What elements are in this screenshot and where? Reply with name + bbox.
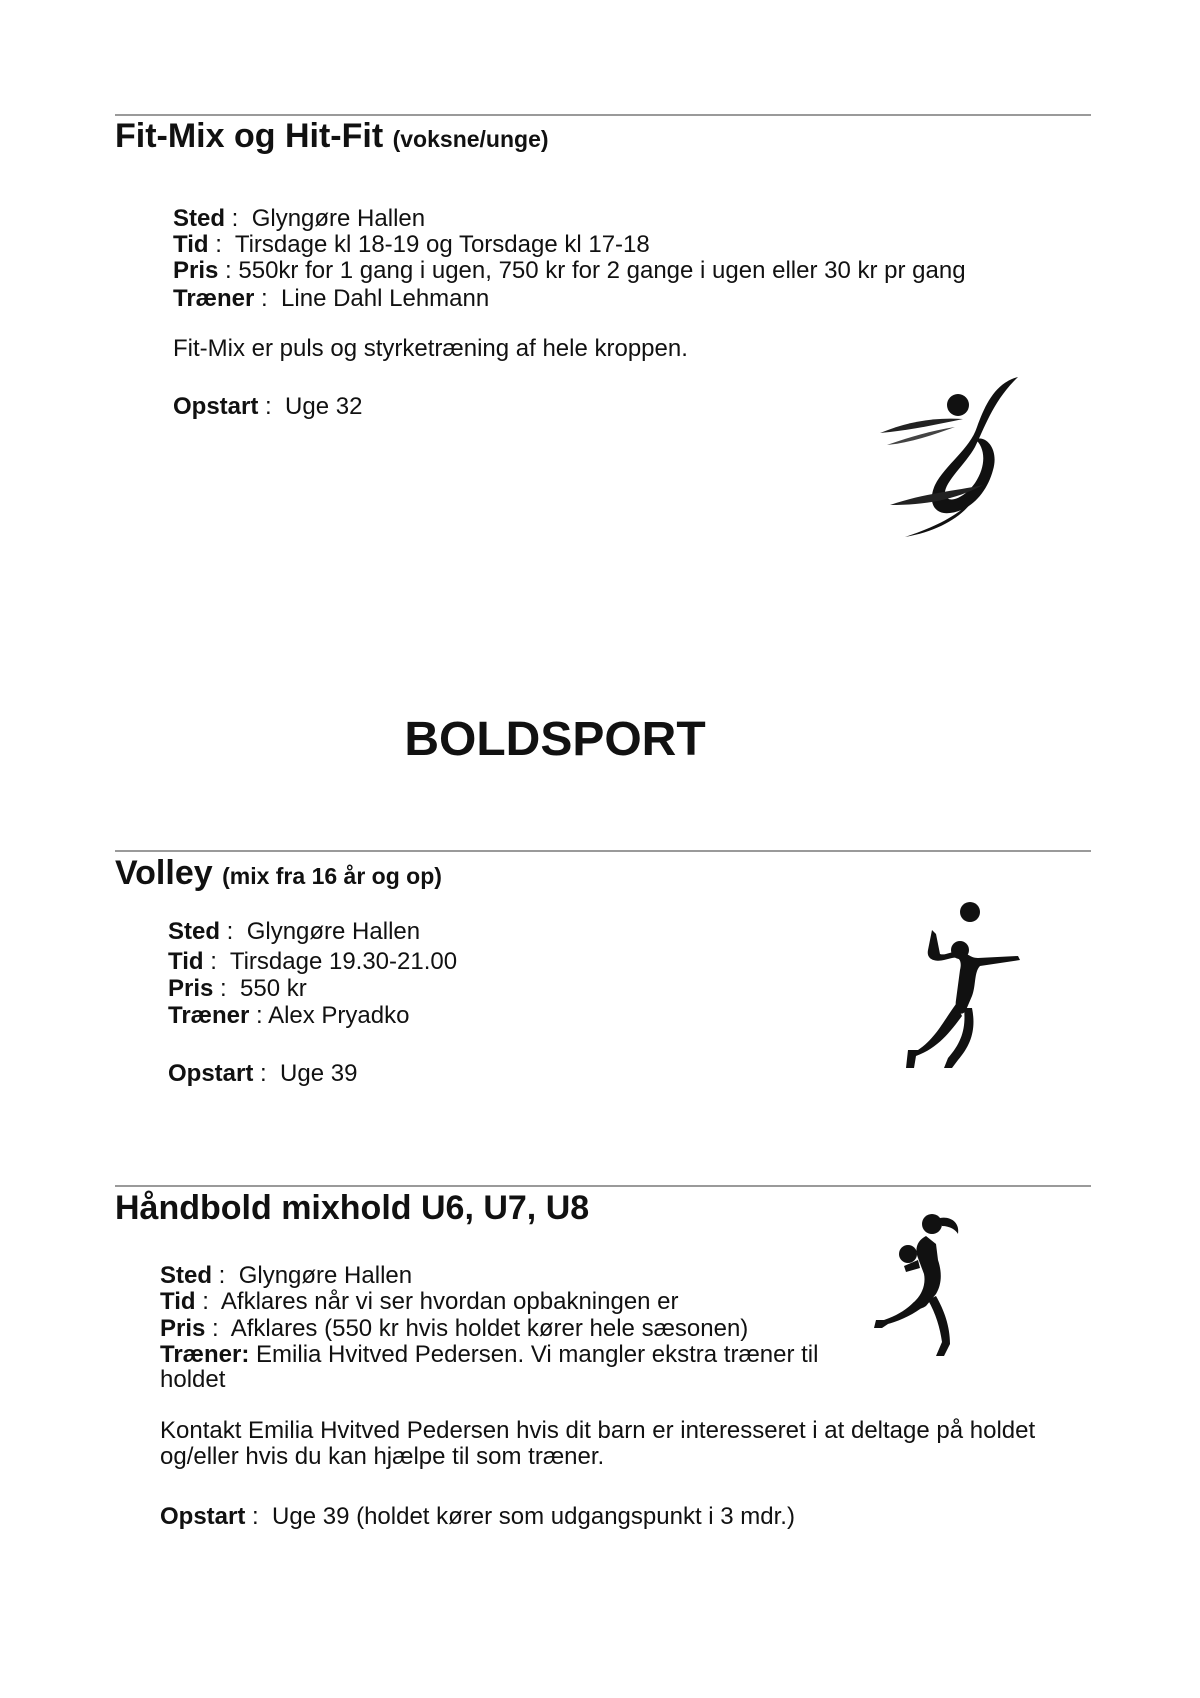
fitmix-opstart-label: Opstart xyxy=(173,393,259,420)
volleyball-player-icon xyxy=(900,900,1040,1075)
haandbold-traener-row xyxy=(160,1341,818,1369)
divider-volley xyxy=(115,850,1091,852)
volley-traener-label: Træner xyxy=(168,1002,250,1029)
boldsport-title: BOLDSPORT xyxy=(404,713,706,766)
fitmix-traener-value: Line Dahl Lehmann xyxy=(281,285,490,312)
volley-pris-label: Pris xyxy=(168,975,214,1002)
volley-opstart-row: Opstart : Uge 39 xyxy=(168,1060,358,1087)
fitmix-pris-value: 550kr for 1 gang i ugen, 750 kr for 2 gange i ugen eller 30 kr pr gang xyxy=(238,257,966,284)
fitmix-title: Fit-Mix og Hit-Fit xyxy=(115,117,384,155)
fitmix-subtitle: (voksne/unge) xyxy=(392,126,549,152)
haandbold-pris-label: Pris xyxy=(160,1315,206,1342)
haandbold-traener-value: Emilia Hvitved Pedersen. Vi mangler ekstra træner til xyxy=(256,1341,819,1368)
haandbold-sted-row: Sted : Glyngøre Hallen xyxy=(160,1262,413,1289)
haandbold-pris-value: Afklares (550 kr hvis holdet kører hele sæsonen) xyxy=(230,1315,749,1342)
volley-tid-label: Tid xyxy=(168,948,204,975)
fitmix-pris-row: Pris : 550kr for 1 gang i ugen, 750 kr for 2 gange i ugen eller 30 kr pr gang xyxy=(173,257,966,284)
haandbold-contact-line2: og/eller hvis du kan hjælpe til som træner. xyxy=(160,1443,605,1470)
fitmix-description: Fit-Mix er puls og styrketræning af hele kroppen. xyxy=(173,335,688,362)
fitmix-pris-label: Pris xyxy=(173,257,219,284)
haandbold-opstart-label: Opstart xyxy=(160,1503,246,1530)
haandbold-contact-line1: Kontakt Emilia Hvitved Pedersen hvis dit barn er interesseret i at deltage på holdet xyxy=(160,1417,1036,1444)
haandbold-tid-value: Afklares når vi ser hvordan opbakningen er xyxy=(220,1288,679,1315)
fitmix-tid-row: Tid : Tirsdage kl 18-19 og Torsdage kl 17-18 xyxy=(173,231,650,258)
haandbold-title: Håndbold mixhold U6, U7, U8 xyxy=(115,1189,590,1227)
volley-opstart-label: Opstart xyxy=(168,1060,254,1087)
fitmix-sted-value: Glyngøre Hallen xyxy=(251,205,426,232)
handball-player-icon xyxy=(870,1210,980,1365)
fitmix-traener-row: Træner : Line Dahl Lehmann xyxy=(173,285,490,312)
volley-traener-value: Alex Pryadko xyxy=(268,1002,410,1029)
volley-traener-row: Træner : Alex Pryadko xyxy=(168,1002,410,1029)
volley-subtitle: (mix fra 16 år og op) xyxy=(222,863,442,889)
volley-tid-value: Tirsdage 19.30-21.00 xyxy=(229,948,458,975)
volley-sted-label: Sted xyxy=(168,918,221,945)
haandbold-tid-label: Tid xyxy=(160,1288,196,1315)
volley-tid-row: Tid : Tirsdage 19.30-21.00 xyxy=(168,948,458,975)
fitmix-tid-label: Tid xyxy=(173,231,209,258)
fitmix-sted-label: Sted xyxy=(173,205,226,232)
haandbold-traener-cont: holdet xyxy=(160,1366,226,1393)
haandbold-traener-label: Træner: xyxy=(160,1341,250,1368)
volley-sted-value: Glyngøre Hallen xyxy=(246,918,421,945)
fitmix-sted-row: Sted : Glyngøre Hallen xyxy=(173,205,426,232)
volley-pris-value: 550 kr xyxy=(240,975,307,1002)
fitmix-heading xyxy=(115,116,549,159)
fitmix-opstart-row: Opstart : Uge 32 xyxy=(173,393,363,420)
volley-opstart-value: Uge 39 xyxy=(280,1060,358,1087)
divider-haandbold xyxy=(115,1185,1091,1187)
volley-pris-row: Pris : 550 kr xyxy=(168,975,307,1002)
haandbold-sted-value: Glyngøre Hallen xyxy=(238,1262,413,1289)
haandbold-opstart-value: Uge 39 (holdet kører som udgangspunkt i 3 mdr.) xyxy=(272,1503,795,1530)
haandbold-sted-label: Sted xyxy=(160,1262,213,1289)
fitmix-tid-value: Tirsdage kl 18-19 og Torsdage kl 17-18 xyxy=(234,231,650,258)
fitmix-opstart-value: Uge 32 xyxy=(285,393,363,420)
dancer-icon xyxy=(875,365,1025,540)
haandbold-opstart-row: Opstart : Uge 39 (holdet kører som udgangspunkt i 3 mdr.) xyxy=(160,1503,795,1530)
volley-heading xyxy=(115,853,442,896)
fitmix-traener-label: Træner xyxy=(173,285,255,312)
haandbold-tid-row: Tid : Afklares når vi ser hvordan opbakningen er xyxy=(160,1288,679,1315)
haandbold-pris-row: Pris : Afklares (550 kr hvis holdet kører hele sæsonen) xyxy=(160,1315,749,1342)
volley-sted-row: Sted : Glyngøre Hallen xyxy=(168,918,421,945)
volley-title: Volley xyxy=(115,854,213,892)
